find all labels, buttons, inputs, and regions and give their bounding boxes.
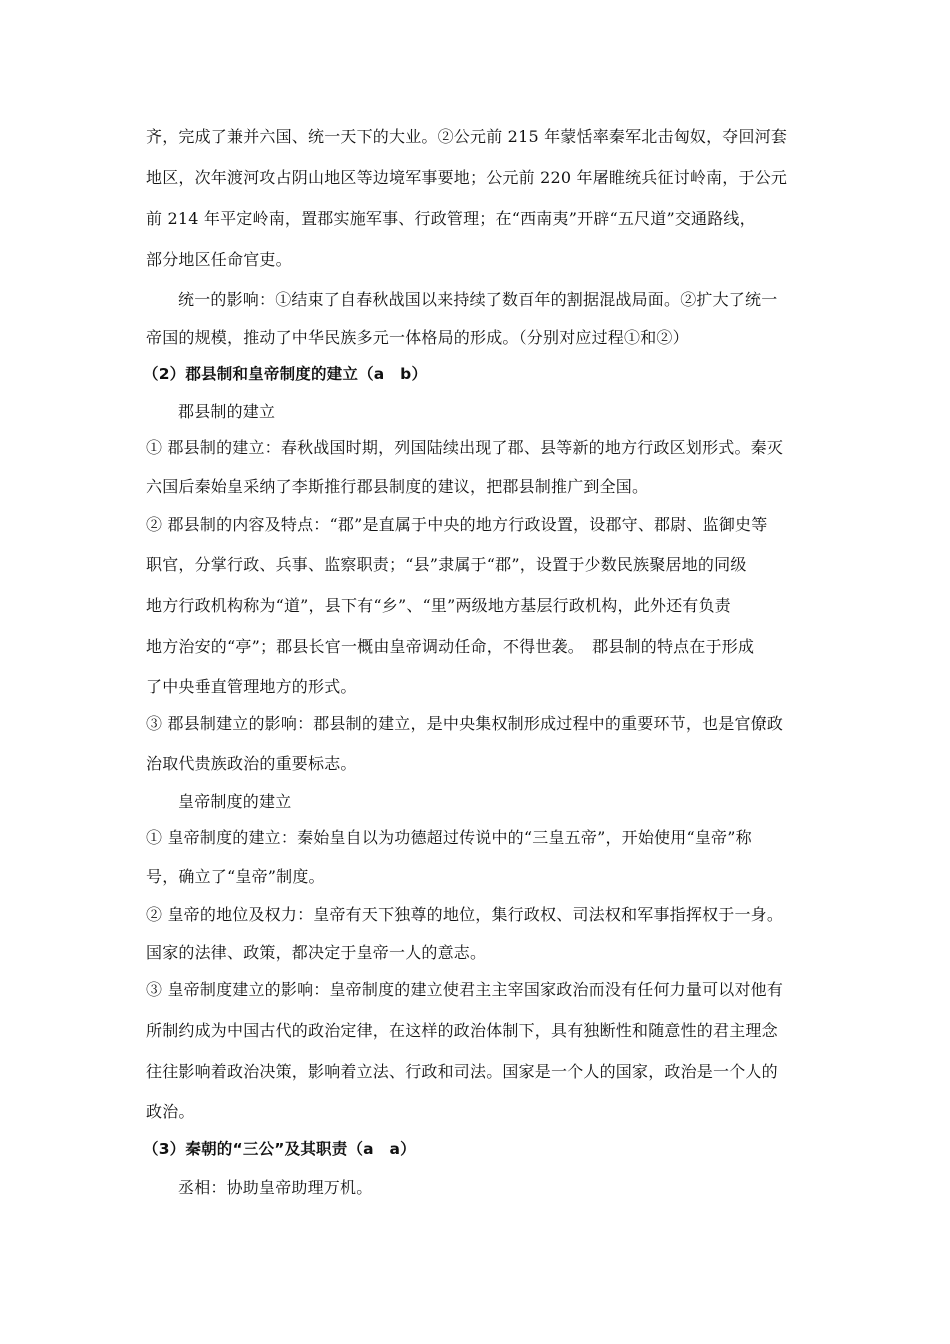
- subsection-title: 皇帝制度的建立: [178, 792, 292, 811]
- paragraph-line: 地区，次年渡河攻占阴山地区等边境军事要地；公元前 220 年屠睢统兵征讨岭南，于公元: [146, 168, 788, 187]
- paragraph-line: ① 皇帝制度的建立：秦始皇自以为功德超过传说中的“三皇五帝”，开始使用“皇帝”称: [146, 828, 752, 847]
- paragraph-line: ② 皇帝的地位及权力：皇帝有天下独尊的地位，集行政权、司法权和军事指挥权于一身。: [146, 905, 784, 924]
- paragraph-line: 所制约成为中国古代的政治定律，在这样的政治体制下，具有独断性和随意性的君主理念: [146, 1021, 778, 1040]
- paragraph-line: ③ 皇帝制度建立的影响：皇帝制度的建立使君主主宰国家政治而没有任何力量可以对他有: [146, 980, 784, 999]
- section-heading: （2）郡县制和皇帝制度的建立（a b）: [143, 365, 428, 383]
- paragraph-line: 六国后秦始皇采纳了李斯推行郡县制度的建议，把郡县制推广到全国。: [146, 477, 649, 496]
- paragraph-line: 号，确立了“皇帝”制度。: [146, 867, 325, 886]
- paragraph-line: 往往影响着政治决策，影响着立法、行政和司法。国家是一个人的国家，政治是一个人的: [146, 1062, 778, 1081]
- paragraph-line: 前 214 年平定岭南，置郡实施军事、行政管理；在“西南夷”开辟“五尺道”交通路线，: [146, 209, 756, 228]
- paragraph-line: 地方治安的“亭”；郡县长官一概由皇帝调动任命，不得世袭。 郡县制的特点在于形成: [146, 637, 755, 656]
- paragraph-line: 政治。: [146, 1102, 195, 1121]
- paragraph-line: 职官，分掌行政、兵事、监察职责；“县”隶属于“郡”，设置于少数民族聚居地的同级: [146, 555, 747, 574]
- paragraph-line: ① 郡县制的建立：春秋战国时期，列国陆续出现了郡、县等新的地方行政区划形式。秦灭: [146, 438, 784, 457]
- paragraph-line: 丞相：协助皇帝助理万机。: [178, 1178, 373, 1197]
- paragraph-line: 统一的影响：①结束了自春秋战国以来持续了数百年的割据混战局面。②扩大了统一: [178, 290, 778, 309]
- section-heading: （3）秦朝的“三公”及其职责（a a）: [143, 1140, 416, 1158]
- paragraph-line: ③ 郡县制建立的影响：郡县制的建立，是中央集权制形成过程中的重要环节，也是官僚政: [146, 714, 784, 733]
- paragraph-line: ② 郡县制的内容及特点：“郡”是直属于中央的地方行政设置，设郡守、郡尉、监御史等: [146, 515, 768, 534]
- subsection-title: 郡县制的建立: [178, 402, 276, 421]
- paragraph-line: 帝国的规模，推动了中华民族多元一体格局的形成。（分别对应过程①和②）: [146, 328, 689, 347]
- paragraph-line: 地方行政机构称为“道”，县下有“乡”、“里”两级地方基层行政机构，此外还有负责: [146, 596, 731, 615]
- paragraph-line: 治取代贵族政治的重要标志。: [146, 754, 357, 773]
- paragraph-line: 国家的法律、政策，都决定于皇帝一人的意志。: [146, 943, 487, 962]
- paragraph-line: 部分地区任命官吏。: [146, 250, 292, 269]
- paragraph-line: 齐，完成了兼并六国、统一天下的大业。②公元前 215 年蒙恬率秦军北击匈奴，夺回河套: [146, 127, 788, 146]
- paragraph-line: 了中央垂直管理地方的形式。: [146, 677, 357, 696]
